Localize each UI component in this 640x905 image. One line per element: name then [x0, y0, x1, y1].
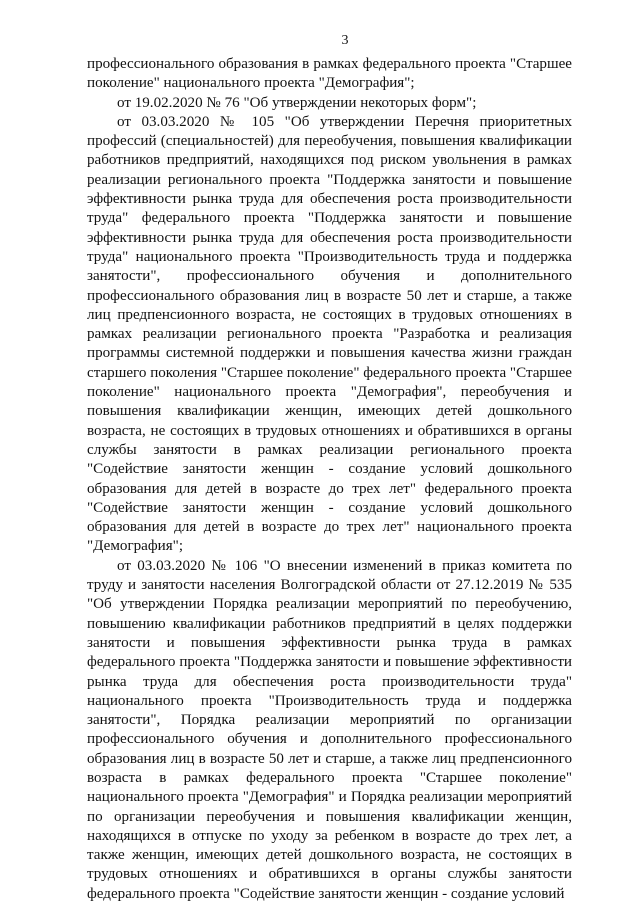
paragraph-order-76: от 19.02.2020 № 76 "Об утверждении некоторых форм"; [117, 94, 477, 111]
document-body [87, 55, 572, 904]
paragraph-continuation: профессионального образования в рамках федерального проекта "Старшее поколение" национального проекта "Демография"; [87, 56, 572, 92]
paragraph-order-105: от 03.03.2020 № 105 "Об утверждении Перечня приоритетных профессий (специальностей) для переобучения, повышения квалификации работников предприятий, находящихся под риском увольнения в рамках реализации регионального проекта "Поддержка занятости и повышение эффективности рынка труда для обеспечения роста производительности труда" федерального проекта "Поддержка занятости и повышение эффективности рынка труда для обеспечения роста производительности труда" национального проекта "Производительность труда и поддержка занятости", профессионального обучения и дополнительного профессионального образования лиц в возрасте 50 лет и старше, а также лиц предпенсионного возраста, не состоящих в трудовых отношениях в рамках реализации регионального проекта "Разработка и реализация программы системной поддержки и повышения качества жизни граждан старшего поколения "Старшее поколение" федерального проекта "Старшее поколение" национального проекта "Демография", переобучения и повышения квалификации женщин, имеющих детей дошкольного возраста, не состоящих в трудовых отношениях и обратившихся в органы службы занятости в рамках реализации регионального проекта "Содействие занятости женщин - создание условий дошкольного образования для детей в возрасте до трех лет" федерального проекта "Содействие занятости женщин - создание условий дошкольного образования для детей в возрасте до трех лет" национального проекта "Демография"; [87, 113, 572, 555]
paragraph-order-106: от 03.03.2020 № 106 "О внесении изменений в приказ комитета по труду и занятости населения Волгоградской области от 27.12.2019 № 535 "Об утверждении Порядка реализации мероприятий по переобучению, повышению квалификации работников предприятий в целях поддержки занятости и повышения эффективности рынка труда в рамках федерального проекта "Поддержка занятости и повышение эффективности рынка труда для обеспечения роста производительности труда" национального проекта "Производительность труда и поддержка занятости", Порядка реализации мероприятий по организации профессионального обучения и дополнительного профессионального образования лиц в возрасте 50 лет и старше, а также лиц предпенсионного возраста в рамках федерального проекта "Старшее поколение" национального проекта "Демография" и Порядка реализации мероприятий по организации переобучения и повышения квалификации женщин, находящихся в отпуске по уходу за ребенком в возрасте до трех лет, а также женщин, имеющих детей дошкольного возраста, не состоящих в трудовых отношениях и обратившихся в органы службы занятости федерального проекта "Содействие занятости женщин - создание условий [87, 557, 572, 902]
page-number: 3 [341, 33, 349, 48]
